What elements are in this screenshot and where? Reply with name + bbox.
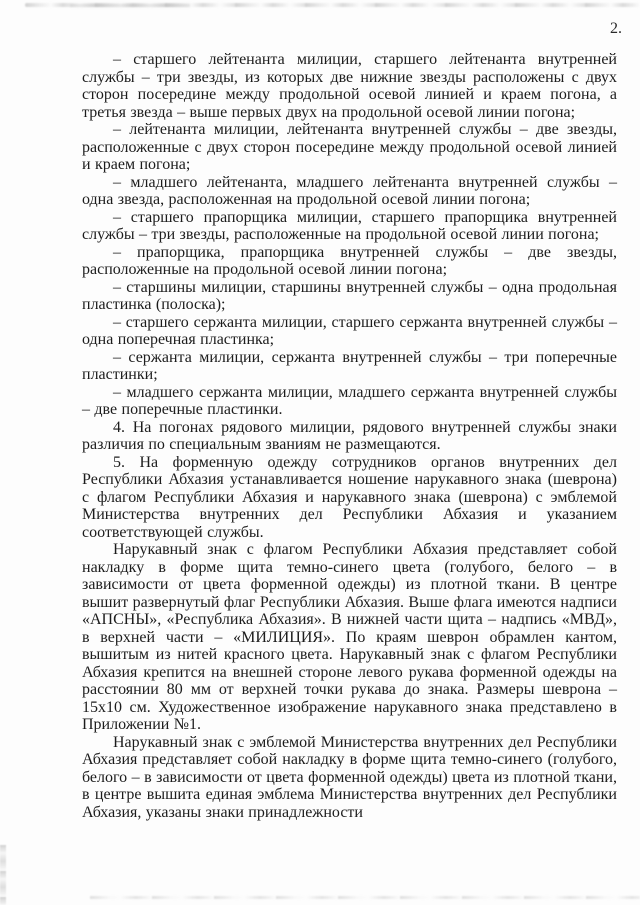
- page-number: 2.: [610, 20, 622, 37]
- paragraph: 5. На форменную одежду сотрудников органов внутренних дел Республики Абхазия устанавливается ношение нарукавного знака (шеврона) с флагом Республики Абхазия и нарукавного знака (шеврона) с эмблемой Министерства внутренних дел Республики Абхазия и указанием соответствующей службы.: [82, 453, 617, 541]
- paragraph: – старшего сержанта милиции, старшего сержанта внутренней службы – одна поперечная пластинка;: [82, 313, 617, 348]
- paragraph: – сержанта милиции, сержанта внутренней службы – три поперечные пластинки;: [82, 348, 617, 383]
- paragraph: – младшего лейтенанта, младшего лейтенанта внутренней службы – одна звезда, расположенная на продольной осевой линии погона;: [82, 173, 617, 208]
- paragraph: – старшего прапорщика милиции, старшего прапорщика внутренней службы – три звезды, расположенные на продольной осевой линии погона;: [82, 208, 617, 243]
- paragraph: – лейтенанта милиции, лейтенанта внутренней службы – две звезды, расположенные с двух сторон посередине между продольной осевой линией и краем погона;: [82, 121, 617, 173]
- paragraph: – старшего лейтенанта милиции, старшего лейтенанта внутренней службы – три звезды, из которых две нижние звезды расположены с двух сторон посередине между продольной осевой линией и краем погона, а третья звезда – выше первых двух на продольной осевой линии погона;: [82, 51, 617, 121]
- scan-smudge-left-edge: [0, 845, 6, 905]
- paragraph: Нарукавный знак с флагом Республики Абхазия представляет собой накладку в форме щита темно-синего цвета (голубого, белого – в зависимости от цвета форменной одежды) из плотной ткани. В центре вышит развернутый флаг Республики Абхазия. Выше флага имеются надписи «АПСНЫ», «Республика Абхазия». В нижней части щита – надпись «МВД», в верхней части – «МИЛИЦИЯ». По краям шеврон обрамлен кантом, вышитым из нитей красного цвета. Нарукавный знак с флагом Республики Абхазия крепится на внешней стороне левого рукава форменной одежды на расстоянии 80 мм от верхней точки рукава до знака. Размеры шеврона – 15х10 см. Художественное изображение нарукавного знака представлено в Приложении №1.: [82, 541, 617, 733]
- paragraph: Нарукавный знак с эмблемой Министерства внутренних дел Республики Абхазия представляет собой накладку в форме щита темно-синего (голубого, белого – в зависимости от цвета форменной одежды) цвета из плотной ткани, в центре вышита единая эмблема Министерства внутренних дел Республики Абхазия, указаны знаки принадлежности: [82, 733, 617, 821]
- paragraph: – старшины милиции, старшины внутренней службы – одна продольная пластинка (полоска);: [82, 278, 617, 313]
- scan-smudge-bottom: [90, 896, 640, 899]
- scan-smudge-top: [25, 3, 640, 7]
- paragraph: 4. На погонах рядового милиции, рядового внутренней службы знаки различия по специальным званиям не размещаются.: [82, 418, 617, 453]
- paragraph: – прапорщика, прапорщика внутренней службы – две звезды, расположенные на продольной осевой линии погона;: [82, 243, 617, 278]
- paragraph: – младшего сержанта милиции, младшего сержанта внутренней службы – две поперечные пластинки.: [82, 383, 617, 418]
- document-body: [82, 51, 617, 821]
- scan-smudge-top-left: [70, 4, 190, 7]
